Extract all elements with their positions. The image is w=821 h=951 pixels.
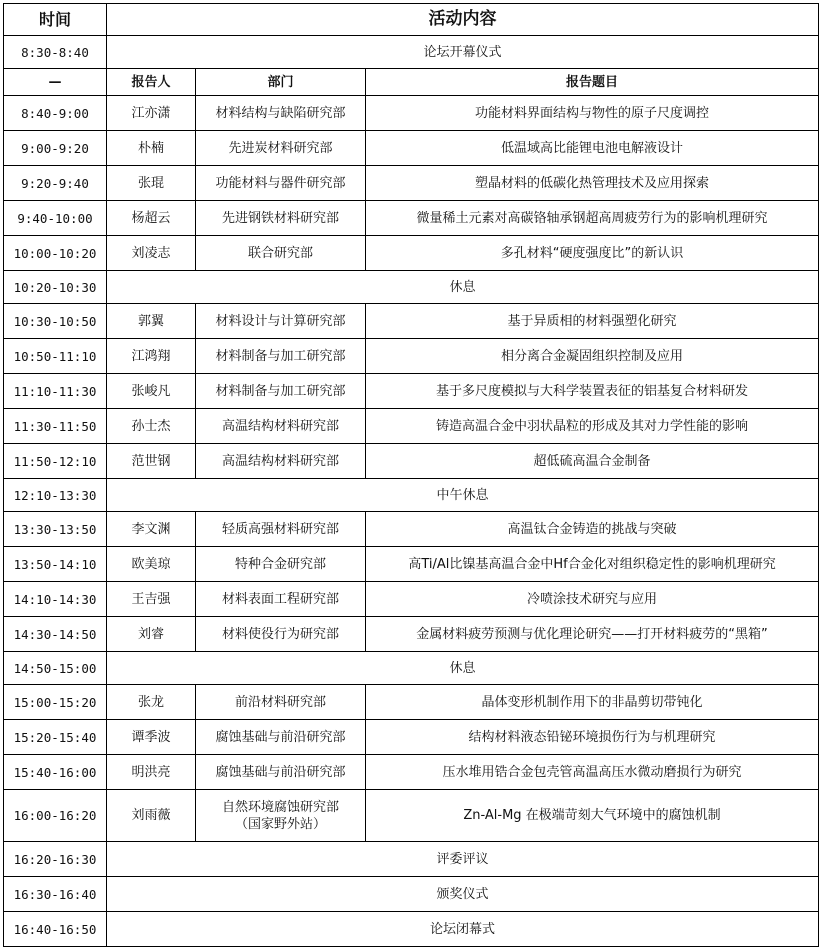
time-column-header: 时间 — [4, 4, 107, 36]
time-cell: 8:40-9:00 — [4, 96, 107, 131]
report-title-cell: 相分离合金凝固组织控制及应用 — [366, 339, 819, 374]
activity-column-header: 活动内容 — [107, 4, 819, 36]
time-cell: 13:30-13:50 — [4, 512, 107, 547]
report-title-cell: 功能材料界面结构与物性的原子尺度调控 — [366, 96, 819, 131]
report-title-cell: 冷喷涂技术研究与应用 — [366, 582, 819, 617]
department-cell: 前沿材料研究部 — [196, 685, 366, 720]
speaker-cell: 李文渊 — [107, 512, 196, 547]
report-title-cell: 高Ti/Al比镍基高温合金中Hf合金化对组织稳定性的影响机理研究 — [366, 547, 819, 582]
report-title-cell: 低温域高比能锂电池电解液设计 — [366, 131, 819, 166]
speaker-cell: 朴楠 — [107, 131, 196, 166]
time-cell: 11:50-12:10 — [4, 444, 107, 479]
time-cell: 10:20-10:30 — [4, 271, 107, 304]
report-title-column-header: 报告题目 — [366, 69, 819, 96]
talk-row — [4, 409, 819, 444]
agenda-row — [4, 36, 819, 69]
talk-row — [4, 720, 819, 755]
report-title-cell: 基于异质相的材料强塑化研究 — [366, 304, 819, 339]
talk-row — [4, 304, 819, 339]
speaker-cell: 张琨 — [107, 166, 196, 201]
agenda-row — [4, 877, 819, 912]
department-cell — [196, 790, 366, 842]
talk-row — [4, 512, 819, 547]
department-cell: 材料使役行为研究部 — [196, 617, 366, 652]
speaker-cell: 郭翼 — [107, 304, 196, 339]
agenda-row — [4, 271, 819, 304]
speaker-cell: 江鸿翔 — [107, 339, 196, 374]
speaker-cell: 谭季波 — [107, 720, 196, 755]
time-cell: 16:00-16:20 — [4, 790, 107, 842]
report-title-cell: 压水堆用锆合金包壳管高温高压水微动磨损行为研究 — [366, 755, 819, 790]
agenda-row — [4, 652, 819, 685]
subheader-dash: — — [4, 69, 107, 96]
agenda-row — [4, 479, 819, 512]
department-cell: 材料制备与加工研究部 — [196, 374, 366, 409]
department-cell: 联合研究部 — [196, 236, 366, 271]
speaker-cell: 张龙 — [107, 685, 196, 720]
agenda-item-cell: 休息 — [107, 652, 819, 685]
speaker-cell: 王吉强 — [107, 582, 196, 617]
agenda-row — [4, 912, 819, 947]
agenda-row — [4, 842, 819, 877]
talk-row — [4, 547, 819, 582]
department-cell: 先进钢铁材料研究部 — [196, 201, 366, 236]
time-cell: 15:20-15:40 — [4, 720, 107, 755]
agenda-item-cell: 论坛闭幕式 — [107, 912, 819, 947]
department-line: 自然环境腐蚀研究部 — [221, 799, 339, 815]
speaker-cell: 明洪亮 — [107, 755, 196, 790]
talk-row — [4, 339, 819, 374]
talk-row — [4, 96, 819, 131]
agenda-item-cell: 中午休息 — [107, 479, 819, 512]
department-cell: 材料制备与加工研究部 — [196, 339, 366, 374]
speaker-cell: 孙士杰 — [107, 409, 196, 444]
report-title-cell: 金属材料疲劳预测与优化理论研究——打开材料疲劳的“黑箱” — [366, 617, 819, 652]
report-title-cell: 晶体变形机制作用下的非晶剪切带钝化 — [366, 685, 819, 720]
agenda-item-cell: 颁奖仪式 — [107, 877, 819, 912]
time-cell: 15:00-15:20 — [4, 685, 107, 720]
time-cell: 10:30-10:50 — [4, 304, 107, 339]
talk-row — [4, 201, 819, 236]
talk-row — [4, 444, 819, 479]
report-title-cell: 微量稀土元素对高碳铬轴承钢超高周疲劳行为的影响机理研究 — [366, 201, 819, 236]
schedule-table — [3, 3, 819, 947]
time-cell: 14:10-14:30 — [4, 582, 107, 617]
agenda-item-cell: 评委评议 — [107, 842, 819, 877]
department-line: （国家野外站） — [234, 816, 326, 832]
speaker-cell: 杨超云 — [107, 201, 196, 236]
time-cell: 11:30-11:50 — [4, 409, 107, 444]
time-cell: 13:50-14:10 — [4, 547, 107, 582]
department-cell: 高温结构材料研究部 — [196, 444, 366, 479]
speaker-column-header: 报告人 — [107, 69, 196, 96]
agenda-item-cell: 论坛开幕仪式 — [107, 36, 819, 69]
report-title-cell: 多孔材料“硬度强度比”的新认识 — [366, 236, 819, 271]
report-title-cell: 铸造高温合金中羽状晶粒的形成及其对力学性能的影响 — [366, 409, 819, 444]
talk-row — [4, 236, 819, 271]
department-cell: 特种合金研究部 — [196, 547, 366, 582]
report-title-cell: 高温钛合金铸造的挑战与突破 — [366, 512, 819, 547]
time-cell: 16:40-16:50 — [4, 912, 107, 947]
department-cell: 腐蚀基础与前沿研究部 — [196, 720, 366, 755]
time-cell: 8:30-8:40 — [4, 36, 107, 69]
report-title-cell: 塑晶材料的低碳化热管理技术及应用探索 — [366, 166, 819, 201]
talk-row — [4, 755, 819, 790]
department-cell: 高温结构材料研究部 — [196, 409, 366, 444]
department-cell: 轻质高强材料研究部 — [196, 512, 366, 547]
speaker-cell: 刘睿 — [107, 617, 196, 652]
department-cell: 材料表面工程研究部 — [196, 582, 366, 617]
time-cell: 9:00-9:20 — [4, 131, 107, 166]
time-cell: 15:40-16:00 — [4, 755, 107, 790]
report-title-cell: 结构材料液态铅铋环境损伤行为与机理研究 — [366, 720, 819, 755]
talk-row — [4, 374, 819, 409]
speaker-cell: 刘雨薇 — [107, 790, 196, 842]
time-cell: 10:50-11:10 — [4, 339, 107, 374]
report-title-cell: 基于多尺度模拟与大科学装置表征的铝基复合材料研发 — [366, 374, 819, 409]
schedule-body — [4, 4, 819, 947]
talk-row — [4, 617, 819, 652]
time-cell: 14:50-15:00 — [4, 652, 107, 685]
department-cell: 功能材料与器件研究部 — [196, 166, 366, 201]
talk-row — [4, 131, 819, 166]
report-title-cell: Zn-Al-Mg 在极端苛刻大气环境中的腐蚀机制 — [366, 790, 819, 842]
table-header-row — [4, 4, 819, 36]
talk-row — [4, 790, 819, 842]
time-cell: 9:20-9:40 — [4, 166, 107, 201]
speaker-cell: 刘凌志 — [107, 236, 196, 271]
department-column-header: 部门 — [196, 69, 366, 96]
speaker-cell: 范世钢 — [107, 444, 196, 479]
time-cell: 16:30-16:40 — [4, 877, 107, 912]
talk-row — [4, 685, 819, 720]
speaker-cell: 张峻凡 — [107, 374, 196, 409]
agenda-item-cell: 休息 — [107, 271, 819, 304]
department-cell: 先进炭材料研究部 — [196, 131, 366, 166]
time-cell: 11:10-11:30 — [4, 374, 107, 409]
report-title-cell: 超低硫高温合金制备 — [366, 444, 819, 479]
department-cell: 腐蚀基础与前沿研究部 — [196, 755, 366, 790]
talk-row — [4, 582, 819, 617]
department-cell: 材料设计与计算研究部 — [196, 304, 366, 339]
time-cell: 10:00-10:20 — [4, 236, 107, 271]
speaker-cell: 欧美琼 — [107, 547, 196, 582]
time-cell: 12:10-13:30 — [4, 479, 107, 512]
speaker-cell: 江亦潇 — [107, 96, 196, 131]
time-cell: 9:40-10:00 — [4, 201, 107, 236]
department-cell: 材料结构与缺陷研究部 — [196, 96, 366, 131]
time-cell: 14:30-14:50 — [4, 617, 107, 652]
time-cell: 16:20-16:30 — [4, 842, 107, 877]
talk-row — [4, 166, 819, 201]
subheader-row — [4, 69, 819, 96]
